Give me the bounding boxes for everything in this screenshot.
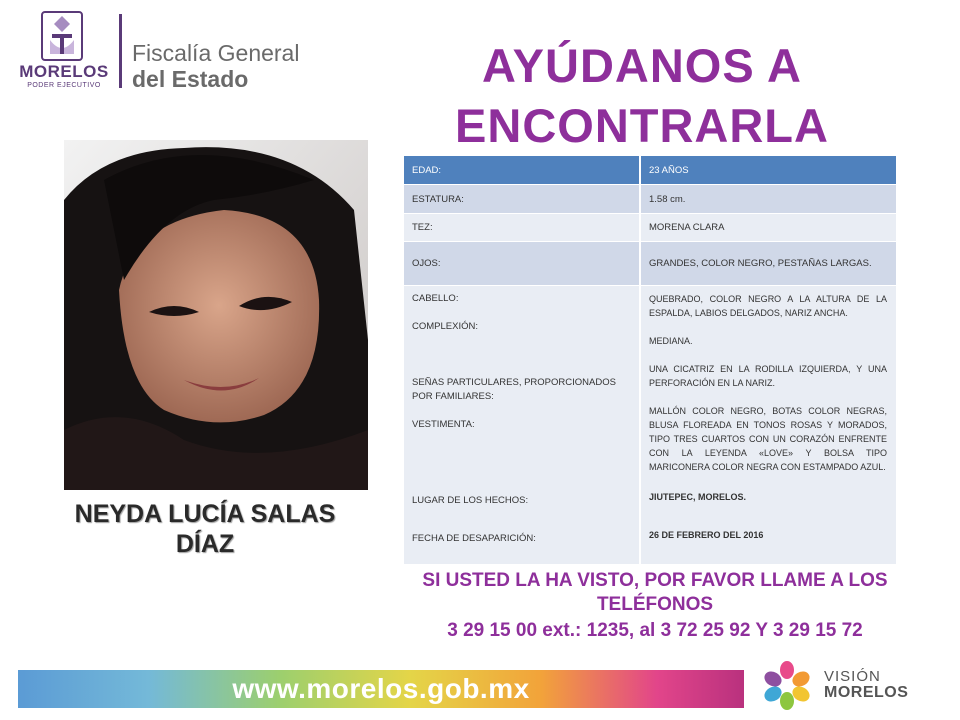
cta-line2: TELÉFONOS [596,594,714,615]
logo-divider [119,14,122,88]
org-name-line1: Fiscalía General [132,40,300,66]
headline-line2: ENCONTRARLA [455,99,829,152]
lugar-label: LUGAR DE LOS HECHOS: [412,495,529,506]
ojos-value: GRANDES, COLOR NEGRO, PESTAÑAS LARGAS. [641,242,896,285]
table-row [404,156,896,184]
senas-label: SEÑAS PARTICULARES, PROPORCIONADOS POR FAMILIARES: [412,377,616,402]
person-name-line1: NEYDA LUCÍA SALAS [74,500,336,528]
complexion-label: COMPLEXIÓN: [412,321,478,332]
edad-value: 23 AÑOS [641,156,896,184]
cta-line1: SI USTED LA HA VISTO, POR FAVOR LLAME A LOS [422,570,888,591]
cabello-value: QUEBRADO, COLOR NEGRO A LA ALTURA DE LA ESPALDA, LABIOS DELGADOS, NARIZ ANCHA. [649,294,887,318]
morelos-emblem-icon [40,10,84,62]
brand-line1: VISIÓN [824,668,881,685]
fecha-label: FECHA DE DESAPARICIÓN: [412,533,536,544]
fecha-value: 26 DE FEBRERO DEL 2016 [649,530,764,540]
table-row [404,286,896,564]
details-values-cell [641,286,896,564]
cabello-label: CABELLO: [412,293,459,304]
missing-person-photo [64,140,368,490]
table-row [404,214,896,241]
senas-value: UNA CICATRIZ EN LA RODILLA IZQUIERDA, Y UNA PERFORACIÓN EN LA NARIZ. [649,364,887,388]
table-row [404,242,896,285]
cta-phone-numbers: 3 29 15 00 ext.: 1235, al 3 72 25 92 Y 3 29 15 72 [447,620,863,641]
details-labels-cell [404,286,640,564]
complexion-value: MEDIANA. [649,336,693,346]
footer-website-link[interactable]: www.morelos.gob.mx [232,673,530,704]
headline-line1: AYÚDANOS A [482,39,802,92]
org-name-line2: del Estado [132,66,249,92]
ojos-label: OJOS: [404,242,640,285]
vestimenta-label: VESTIMENTA: [412,419,475,430]
tez-label: TEZ: [404,214,640,241]
logo-state-subtitle: PODER EJECUTIVO [27,82,101,89]
table-row [404,185,896,213]
vision-morelos-flower-icon [756,660,818,710]
info-table [404,156,896,564]
person-name-line2: DÍAZ [175,530,235,558]
logo-state-name: MORELOS [19,62,109,81]
lugar-value: JIUTEPEC, MORELOS. [649,492,747,502]
vestimenta-value: MALLÓN COLOR NEGRO, BOTAS COLOR NEGRAS, BLUSA FLOREADA EN TONOS ROSAS Y MORADOS, TIPO TRES CUARTOS CON UN CORAZÓN ENFRENTE CON LA LEYENDA «LOVE» Y BOLSA TIPO MARICONERA COLOR NEGRA CON ESTAMPADO AZUL. [649,406,887,472]
edad-label: EDAD: [404,156,640,184]
brand-line2: MORELOS [824,684,909,701]
tez-value: MORENA CLARA [641,214,896,241]
estatura-label: ESTATURA: [404,185,640,213]
estatura-value: 1.58 cm. [641,185,896,213]
